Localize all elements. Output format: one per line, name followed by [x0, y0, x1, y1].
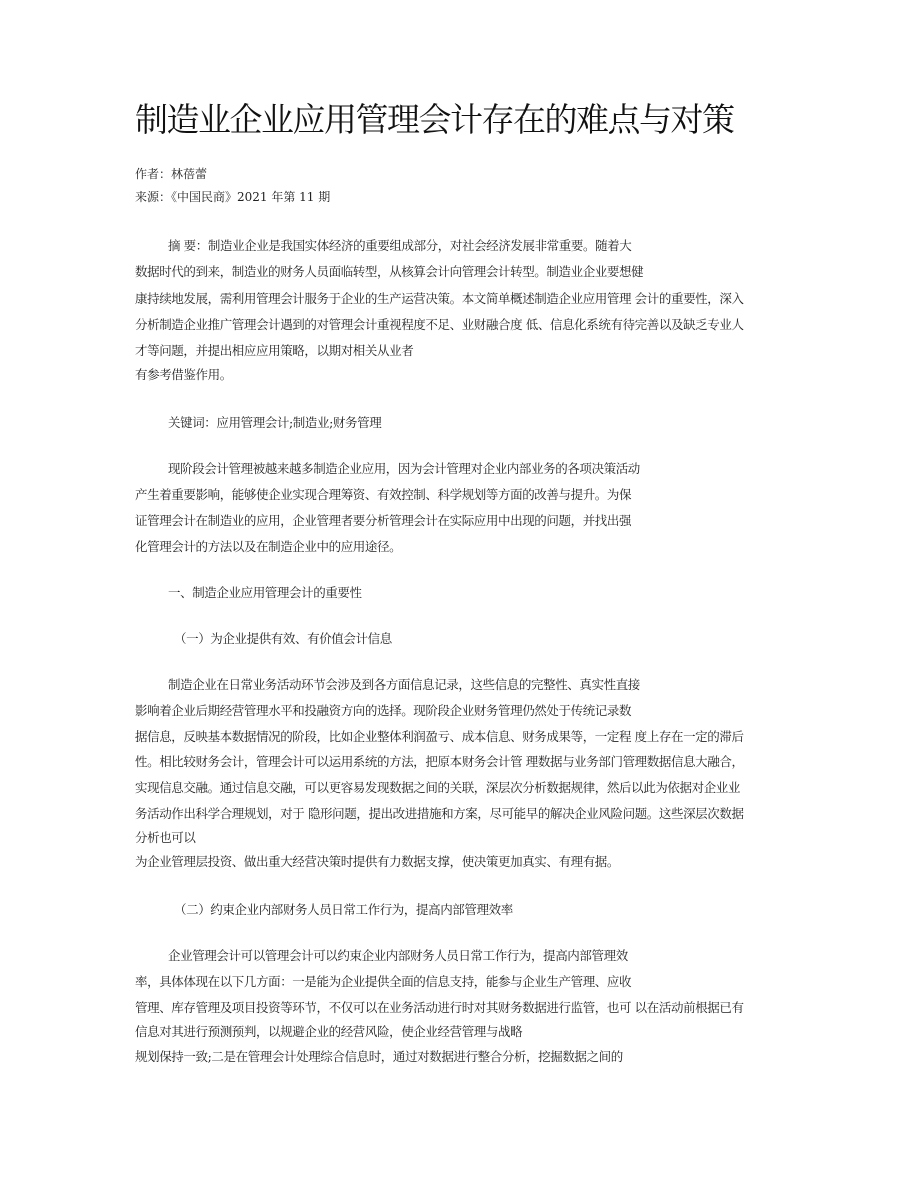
intro-line: 产生着重要影响，能够使企业实现合理筹资、有效控制、科学规划等方面的改善与提升。为保 [135, 487, 632, 502]
body-line: 管理、库存管理及项目投资等环节，不仅可以在业务活动进行时对其财务数据进行监管，也可 以在活动前根据已有 [135, 1000, 744, 1015]
body-line: 据信息，反映基本数据情况的阶段，比如企业整体利润盈亏、成本信息、财务成果等，一定程 度上存在一定的滞后 [135, 729, 744, 744]
body-line: 规划保持一致;二是在管理会计处理综合信息时，通过对数据进行整合分析，挖掘数据之间的 [135, 1049, 623, 1064]
abstract-line: 分析制造企业推广管理会计遇到的对管理会计重视程度不足、业财融合度 低、信息化系统有待完善以及缺乏专业人 [135, 317, 744, 332]
body-line: 信息对其进行预测预判，以规避企业的经营风险，使企业经营管理与战略 [135, 1024, 523, 1039]
article-title: 制造业企业应用管理会计存在的难点与对策 [135, 100, 734, 139]
author-line: 作者：林蓓蕾 [135, 167, 208, 181]
section-heading: 一、制造企业应用管理会计的重要性 [168, 585, 362, 600]
keywords-line: 关键词：应用管理会计;制造业;财务管理 [168, 415, 382, 430]
subsection-heading: （二）约束企业内部财务人员日常工作行为，提高内部管理效率 [174, 902, 513, 917]
abstract-line: 数据时代的到来，制造业的财务人员面临转型，从核算会计向管理会计转型。制造业企业要想健 [135, 264, 644, 279]
body-line: 性。相比较财务会计，管理会计可以运用系统的方法，把原本财务会计管 理数据与业务部门管理数据信息大融合， [135, 754, 744, 769]
abstract-line: 康持续地发展，需利用管理会计服务于企业的生产运营决策。本文简单概述制造企业应用管理 会计的重要性，深入 [135, 291, 744, 306]
body-line: 影响着企业后期经营管理水平和投融资方向的选择。现阶段企业财务管理仍然处于传统记录数 [135, 703, 632, 718]
body-line: 实现信息交融。通过信息交融，可以更容易发现数据之间的关联，深层次分析数据规律，然后以此为依据对企业业 [135, 780, 741, 795]
intro-line: 证管理会计在制造业的应用，企业管理者要分析管理会计在实际应用中出现的问题，并找出强 [135, 513, 632, 528]
body-line: 务活动作出科学合理规划，对于 隐形问题，提出改进措施和方案，尽可能早的解决企业风险问题。这些深层次数据 [135, 806, 744, 821]
subsection-heading: （一）为企业提供有效、有价值会计信息 [174, 631, 392, 646]
body-line: 制造企业在日常业务活动环节会涉及到各方面信息记录，这些信息的完整性、真实性直接 [168, 677, 640, 692]
source-line: 来源：《中国民商》2021 年第 11 期 [135, 190, 331, 204]
body-line: 企业管理会计可以管理会计可以约束企业内部财务人员日常工作行为，提高内部管理效 [168, 948, 628, 963]
intro-line: 现阶段会计管理被越来越多制造企业应用，因为会计管理对企业内部业务的各项决策活动 [168, 461, 640, 476]
body-line: 为企业管理层投资、做出重大经营决策时提供有力数据支撑，使决策更加真实、有理有据。 [135, 854, 620, 869]
abstract-line: 摘 要：制造业企业是我国实体经济的重要组成部分，对社会经济发展非常重要。随着大 [168, 238, 632, 253]
body-line: 率，具体体现在以下几方面：一是能为企业提供全面的信息支持，能参与企业生产管理、应收 [135, 974, 632, 989]
abstract-line: 才等问题，并提出相应应用策略，以期对相关从业者 [135, 343, 414, 358]
body-line: 分析也可以 [135, 830, 196, 845]
abstract-line: 有参考借鉴作用。 [135, 367, 232, 382]
intro-line: 化管理会计的方法以及在制造企业中的应用途径。 [135, 539, 402, 554]
